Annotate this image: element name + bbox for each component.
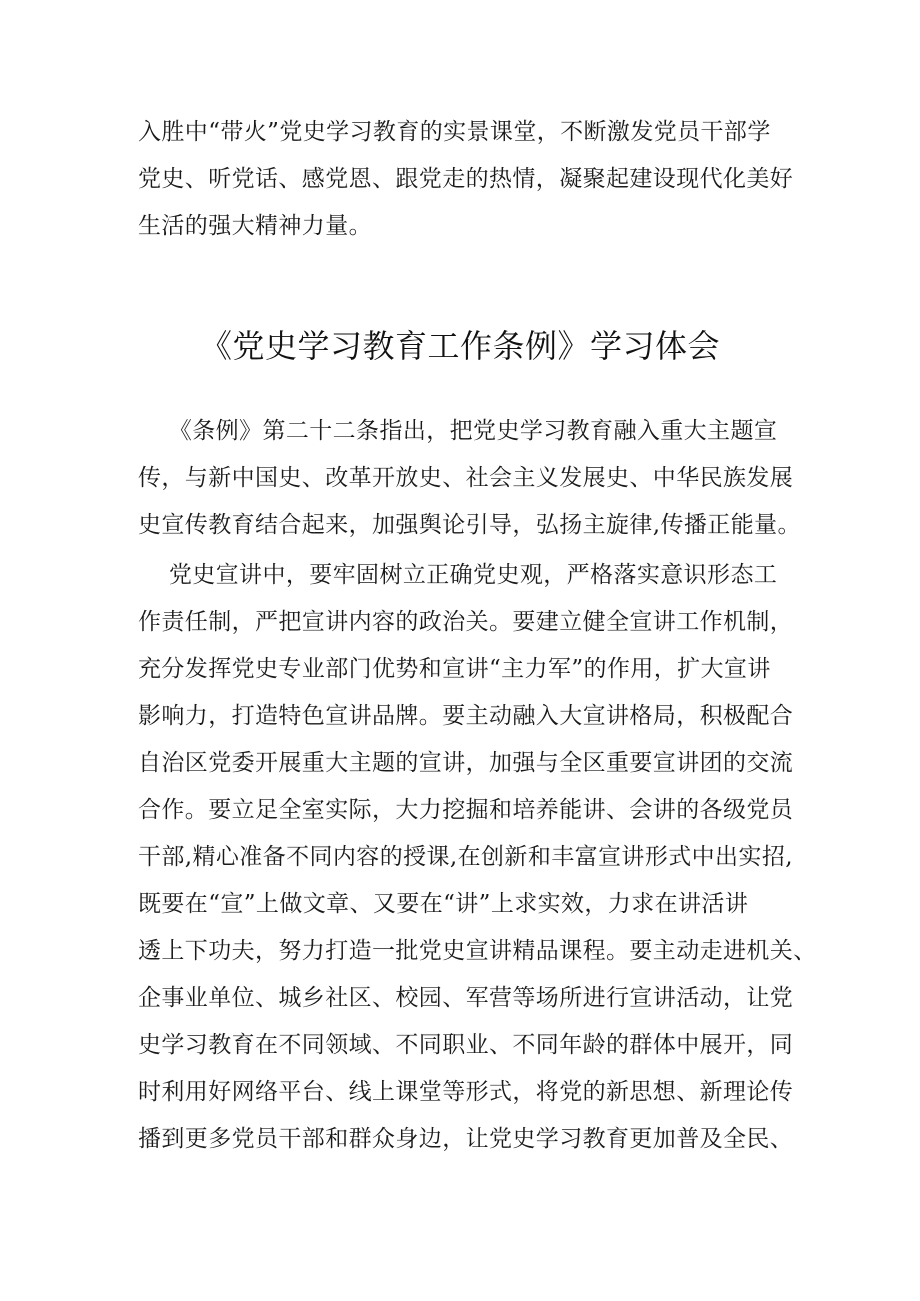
paragraph-2-line-12: 时利用好网络平台、线上课堂等形式，将党的新思想、新理论传 xyxy=(138,1079,794,1105)
paragraph-2-line-7: 干部,精心准备不同内容的授课,在创新和丰富宣讲形式中出实招, xyxy=(138,844,793,870)
paragraph-2-line-6: 合作。要立足全室实际，大力挖掘和培养能讲、会讲的各级党员 xyxy=(138,797,794,823)
paragraph-2-line-1: 党史宣讲中，要牢固树立正确党史观，严格落实意识形态工 xyxy=(138,562,778,588)
paragraph-2-line-9: 透上下功夫，努力打造一批党史宣讲精品课程。要主动走进机关、 xyxy=(138,938,817,964)
intro-line-2: 党史、听党话、感党恩、跟党走的热情，凝聚起建设现代化美好 xyxy=(138,166,794,192)
intro-line-3: 生活的强大精神力量。 xyxy=(138,213,372,239)
paragraph-2 xyxy=(138,552,817,1163)
paragraph-2-line-11: 史学习教育在不同领域、不同职业、不同年龄的群体中展开，同 xyxy=(138,1032,794,1058)
paragraph-2-line-2: 作责任制，严把宣讲内容的政治关。要建立健全宣讲工作机制， xyxy=(138,609,794,635)
paragraph-1-line-2: 传，与新中国史、改革开放史、社会主义发展史、中华民族发展 xyxy=(138,465,794,491)
paragraph-2-line-8: 既要在“宣”上做文章、又要在“讲”上求实效，力求在讲活讲 xyxy=(138,891,749,917)
intro-line-1: 入胜中“带火”党史学习教育的实景课堂，不断激发党员干部学 xyxy=(138,119,771,145)
paragraph-2-line-10: 企事业单位、城乡社区、校园、军营等场所进行宣讲活动，让党 xyxy=(138,985,794,1011)
paragraph-2-line-4: 影响力，打造特色宣讲品牌。要主动融入大宣讲格局，积极配合 xyxy=(138,703,794,729)
paragraph-2-line-3: 充分发挥党史专业部门优势和宣讲“主力军”的作用，扩大宣讲 xyxy=(138,656,771,682)
document-title: 《党史学习教育工作条例》学习体会 xyxy=(199,327,720,365)
intro-paragraph xyxy=(138,109,794,250)
paragraph-1-line-1: 《条例》第二十二条指出，把党史学习教育融入重大主题宣 xyxy=(138,418,778,444)
paragraph-1-line-3: 史宣传教育结合起来，加强舆论引导，弘扬主旋律,传播正能量。 xyxy=(138,512,801,538)
paragraph-2-line-5: 自治区党委开展重大主题的宣讲，加强与全区重要宣讲团的交流 xyxy=(138,750,794,776)
paragraph-2-line-13: 播到更多党员干部和群众身边，让党史学习教育更加普及全民、 xyxy=(138,1126,794,1152)
paragraph-1 xyxy=(138,408,801,549)
